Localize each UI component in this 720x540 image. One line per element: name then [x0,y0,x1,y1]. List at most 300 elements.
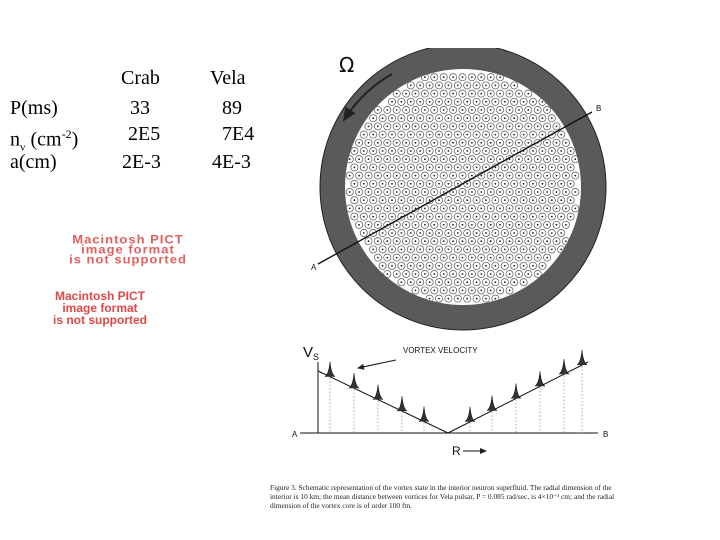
vortex-core [410,232,412,234]
vortex-core [358,208,360,210]
vortex-core [513,85,515,87]
vortex-core [457,167,459,169]
vortex-core [527,240,529,242]
vortex-core [391,183,393,185]
vortex-core [476,232,478,234]
vortex-core [499,109,501,111]
vortex-core [368,208,370,210]
vortex-core [419,167,421,169]
vortex-core [518,158,520,160]
vortex-spikes [325,350,587,433]
vortex-core [570,199,572,201]
vortex-core [490,126,492,128]
vortex-core [476,216,478,218]
vortex-core [452,109,454,111]
vortex-core [424,191,426,193]
vortex-core [565,158,567,160]
vortex-core [415,257,417,259]
vortex-core [527,224,529,226]
vortex-core [452,158,454,160]
vortex-core [495,183,497,185]
vortex-core [542,101,544,103]
vortex-core [433,224,435,226]
vortex-core [419,199,421,201]
vortex-core [382,216,384,218]
vortex-core [429,85,431,87]
vortex-core [429,199,431,201]
vortex-core [509,175,511,177]
pict-placeholder-1: Macintosh PICT image format is not supported [69,232,187,267]
vortex-core [495,281,497,283]
vortex-core [452,273,454,275]
vortex-core [438,232,440,234]
vs-label: $V_S$ [303,344,320,362]
vortex-core [523,199,525,201]
vortex-core [551,117,553,119]
vortex-core [560,150,562,152]
vortex-core [462,93,464,95]
vortex-core [448,101,450,103]
vortex-core [471,158,473,160]
vortex-core [471,273,473,275]
vortex-core [495,150,497,152]
vortex-core [391,167,393,169]
vortex-core [480,109,482,111]
vortex-core [448,117,450,119]
vortex-core [391,150,393,152]
vortex-core [509,290,511,292]
vortex-core [452,191,454,193]
vortex-core [490,191,492,193]
vortex-core [462,76,464,78]
vortex-core [480,126,482,128]
vortex-core [401,249,403,251]
vortex-core [415,158,417,160]
vortex-core [382,183,384,185]
vortex-core [476,183,478,185]
vortex-core [452,224,454,226]
vortex-core [495,265,497,267]
vortex-core [499,240,501,242]
vortex-core [433,290,435,292]
vortex-core [509,142,511,144]
vortex-core [443,240,445,242]
vortex-core [556,224,558,226]
vortex-core [480,257,482,259]
vortex-core [509,273,511,275]
vortex-core [448,281,450,283]
row-label-period: P(ms) [10,97,58,119]
vortex-core [560,134,562,136]
vortex-core [433,126,435,128]
vortex-core [495,134,497,136]
vortex-core [386,175,388,177]
row-label-vortex-density: $n_v$ $(cm^{-2})$ [10,127,79,154]
vortex-core [471,240,473,242]
vortex-core [485,199,487,201]
vortex-core [490,175,492,177]
vortex-core [523,134,525,136]
vortex-core [565,208,567,210]
vortex-core [504,249,506,251]
vortex-core [490,224,492,226]
vortex-core [532,232,534,234]
vortex-core [377,158,379,160]
vortex-core [363,134,365,136]
vortex-core [372,183,374,185]
vortex-core [429,117,431,119]
vortex-core [377,142,379,144]
vortex-core [490,142,492,144]
vortex-core [485,150,487,152]
vortex-core [471,93,473,95]
vortex-core [476,167,478,169]
vortex-core [368,126,370,128]
vortex-core [368,142,370,144]
vortex-core [433,76,435,78]
vortex-core [490,93,492,95]
vortex-core [391,117,393,119]
vortex-core [485,249,487,251]
vortex-core [542,232,544,234]
vortex-core [556,142,558,144]
vortex-core [410,199,412,201]
vortex-core [490,240,492,242]
vortex-core [485,183,487,185]
vortex-core [410,85,412,87]
vortex-core [527,273,529,275]
vortex-core [466,167,468,169]
vortex-core [391,249,393,251]
vortex-core [466,183,468,185]
vortex-core [457,216,459,218]
vortex-core [551,183,553,185]
vortex-core [382,134,384,136]
vortex-core [401,101,403,103]
vortex-core [438,101,440,103]
vortex-core [546,191,548,193]
vortex-core [546,126,548,128]
vortex-core [386,257,388,259]
vortex-core [372,134,374,136]
vortex-core [466,281,468,283]
vortex-core [424,240,426,242]
vortex-core [504,117,506,119]
vortex-core [438,249,440,251]
vortex-core [433,109,435,111]
vortex-core [419,150,421,152]
vortex-core [372,216,374,218]
vortex-core [565,175,567,177]
vortex-core [429,134,431,136]
vortex-core [565,191,567,193]
vortex-core [433,191,435,193]
vortex-core [518,224,520,226]
vortex-core [485,265,487,267]
vortex-core [457,265,459,267]
vortex-core [429,249,431,251]
vortex-core [513,150,515,152]
vortex-core [443,273,445,275]
vortex-core [532,249,534,251]
vortex-core [405,93,407,95]
vortex-core [476,249,478,251]
vortex-core [480,76,482,78]
vortex-core [462,208,464,210]
vortex-core [405,273,407,275]
vortex-core [448,265,450,267]
vortex-core [358,158,360,160]
vortex-core [532,150,534,152]
vortex-core [354,199,356,201]
vortex-core [466,249,468,251]
vortex-core [424,273,426,275]
vortex-core [495,199,497,201]
vortex-core [433,273,435,275]
vortex-core [443,290,445,292]
vortex-core [499,126,501,128]
vortex-core [485,85,487,87]
vortex-core [457,183,459,185]
vortex-core [527,158,529,160]
vortex-core [457,101,459,103]
point-b-bottom: B [603,430,609,439]
vortex-core [504,134,506,136]
vortex-core [537,273,539,275]
vortex-core [537,109,539,111]
vortex-core [424,175,426,177]
vortex-core [377,224,379,226]
vortex-core [504,281,506,283]
vortex-core [424,290,426,292]
vortex-core [518,142,520,144]
vortex-core [471,224,473,226]
vortex-core [391,232,393,234]
vortex-core [518,109,520,111]
vortex-core [495,85,497,87]
vortex-core [415,290,417,292]
vortex-core [504,183,506,185]
vortex-core [513,167,515,169]
vortex-core [495,216,497,218]
vortex-core [523,167,525,169]
vortex-core [495,298,497,300]
vortex-core [527,208,529,210]
vortex-core [556,175,558,177]
vortex-core [471,175,473,177]
vortex-core [386,126,388,128]
vortex-core [429,281,431,283]
vortex-core [452,142,454,144]
vortex-core [518,175,520,177]
vortex-core [419,232,421,234]
vortex-core [396,126,398,128]
vortex-core [570,150,572,152]
vortex-core [443,142,445,144]
omega-label: Ω [339,53,355,77]
vortex-core [424,109,426,111]
vortex-core [476,298,478,300]
vortex-core [537,208,539,210]
vortex-core [480,240,482,242]
vortex-core [396,224,398,226]
vortex-core [513,281,515,283]
vortex-core [457,85,459,87]
vortex-core [382,167,384,169]
vortex-core [551,167,553,169]
vortex-core [386,240,388,242]
vortex-core [415,175,417,177]
vortex-core [457,298,459,300]
vortex-core [504,150,506,152]
vortex-core [471,76,473,78]
vortex-core [358,191,360,193]
vortex-core [574,208,576,210]
cell-vela-vortex-density: 7E4 [222,123,255,145]
vortex-core [405,257,407,259]
vortex-core [551,216,553,218]
vortex-core [462,175,464,177]
vortex-core [480,142,482,144]
vortex-core [560,167,562,169]
vortex-core [504,232,506,234]
vortex-core [509,257,511,259]
vortex-core [513,216,515,218]
pulsar-parameter-table [0,0,300,200]
vortex-core [377,126,379,128]
vortex-core [523,281,525,283]
vortex-core [485,167,487,169]
vortex-core [405,208,407,210]
header-crab: Crab [121,67,160,89]
vortex-core [499,224,501,226]
vortex-core [443,93,445,95]
vortex-core [368,191,370,193]
vortex-core [448,216,450,218]
vortex-core [485,134,487,136]
vortex-core [495,249,497,251]
vortex-core [504,265,506,267]
vortex-core [410,101,412,103]
vortex-core [415,273,417,275]
vortex-core [452,126,454,128]
vortex-core [382,117,384,119]
vortex-core [499,257,501,259]
vortex-core [443,158,445,160]
vortex-core [527,109,529,111]
vortex-core [485,101,487,103]
vortex-core [542,167,544,169]
vortex-core [410,265,412,267]
vortex-core [386,191,388,193]
vortex-core [358,142,360,144]
vortex-core [349,208,351,210]
vortex-core [368,158,370,160]
vortex-core [518,191,520,193]
vortex-core [462,158,464,160]
vortex-core [471,191,473,193]
vortex-core [542,183,544,185]
vortex-core [349,158,351,160]
vortex-core [480,158,482,160]
vortex-core [410,134,412,136]
vortex-core [537,126,539,128]
vortex-core [466,199,468,201]
vortex-core [542,249,544,251]
r-label: R [452,444,461,458]
figure-caption: Figure 3. Schematic representation of the vortex state in the interior neutron superfluid. The radial dimension of the interior is 10 km; the mean distance between vortices for Vela pulsar, P = 0.085 rad/sec, is 4×10⁻³ cm; and the radial dimension of the vortex core is of order 100 fm. [270,483,615,510]
vortex-core [401,117,403,119]
vortex-core [560,216,562,218]
header-vela: Vela [210,67,246,89]
vortex-core [462,126,464,128]
vortex-core [377,208,379,210]
vortex-core [546,208,548,210]
vortex-core [429,101,431,103]
vortex-core [424,142,426,144]
vortex-core [499,191,501,193]
point-a-top: A [311,263,317,272]
vortex-figure [258,48,720,518]
vortex-core [532,265,534,267]
vortex-core [499,175,501,177]
vortex-core [532,199,534,201]
vortex-core [452,240,454,242]
vortex-core [452,208,454,210]
vortex-core [372,150,374,152]
vortex-core [556,240,558,242]
vortex-core [532,183,534,185]
vortex-core [386,158,388,160]
vortex-core [509,93,511,95]
vortex-core [372,199,374,201]
vortex-core [574,158,576,160]
vortex-core [386,273,388,275]
vortex-core [457,134,459,136]
vortex-core [485,298,487,300]
vortex-core [485,281,487,283]
vortex-core [480,93,482,95]
vortex-core [419,281,421,283]
vortex-core [424,126,426,128]
vortex-core [490,273,492,275]
vortex-core [443,76,445,78]
vortex-core [513,249,515,251]
cell-crab-period: 33 [130,97,150,119]
vortex-core [438,134,440,136]
vortex-core [410,249,412,251]
vortex-core [560,232,562,234]
vortex-core [457,150,459,152]
vortex-core [438,167,440,169]
vortex-core [523,249,525,251]
vortex-core [386,142,388,144]
vortex-core [438,216,440,218]
vortex-core [551,232,553,234]
vortex-core [410,117,412,119]
vortex-core [466,117,468,119]
vortex-core [499,76,501,78]
vortex-core [480,191,482,193]
vortex-core [565,240,567,242]
vortex-core [513,199,515,201]
vortex-core [405,224,407,226]
vortex-core [565,142,567,144]
vortex-core [471,257,473,259]
vortex-core [518,126,520,128]
vortex-core [471,109,473,111]
vortex-core [424,257,426,259]
